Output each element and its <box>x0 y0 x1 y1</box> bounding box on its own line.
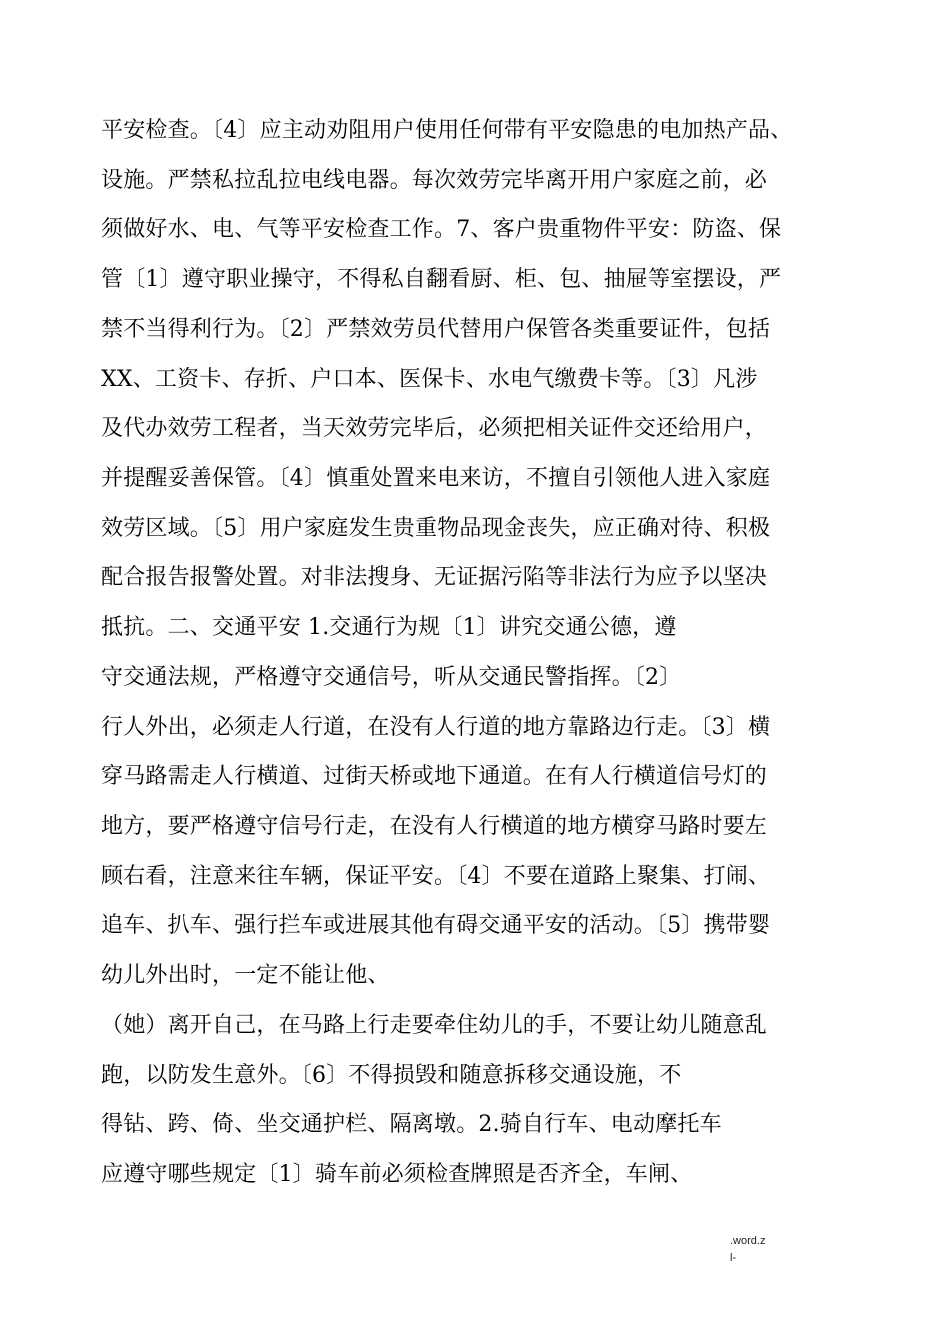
text-line: 及代办效劳工程者，当天效劳完毕后，必须把相关证件交还给用户， <box>101 416 768 441</box>
text-line: 得钻、跨、倚、坐交通护栏、隔离墩。2.骑自行车、电动摩托车 <box>101 1112 722 1137</box>
text-line: 须做好水、电、气等平安检查工作。7、客户贵重物件平安：防盗、保 <box>101 217 782 242</box>
text-line: 禁不当得利行为。〔2〕严禁效劳员代替用户保管各类重要证件，包括 <box>101 317 771 342</box>
text-line: 行人外出，必须走人行道，在没有人行道的地方靠路边行走。〔3〕横 <box>101 715 771 740</box>
footer-line: .word.z <box>730 1235 766 1247</box>
page-footer <box>730 1233 765 1267</box>
text-line: 配合报告报警处置。对非法搜身、无证据污陷等非法行为应予以坚决 <box>101 565 768 590</box>
text-line: 管〔1〕遵守职业操守，不得私自翻看厨、柜、包、抽屉等室摆设，严 <box>101 267 782 292</box>
text-line: （她）离开自己，在马路上行走要牵住幼儿的手，不要让幼儿随意乱 <box>101 1013 768 1038</box>
text-line: 地方，要严格遵守信号行走，在没有人行横道的地方横穿马路时要左 <box>101 814 768 839</box>
text-line: 守交通法规，严格遵守交通信号，听从交通民警指挥。〔2〕 <box>101 665 682 690</box>
text-line: 顾右看，注意来往车辆，保证平安。〔4〕不要在道路上聚集、打闹、 <box>101 864 771 889</box>
text-line: XX、工资卡、存折、户口本、医保卡、水电气缴费卡等。〔3〕凡涉 <box>101 367 758 392</box>
text-line: 应遵守哪些规定〔1〕骑车前必须检查牌照是否齐全，车闸、 <box>101 1162 693 1187</box>
footer-line: l- <box>730 1252 737 1264</box>
text-line: 跑，以防发生意外。〔6〕不得损毁和随意拆移交通设施，不 <box>101 1063 682 1088</box>
text-line: 效劳区域。〔5〕用户家庭发生贵重物品现金丧失，应正确对待、积极 <box>101 516 771 541</box>
text-line: 抵抗。二、交通平安 1.交通行为规〔1〕讲究交通公德，遵 <box>101 615 677 640</box>
text-line: 幼儿外出时，一定不能让他、 <box>101 963 390 988</box>
text-line: 穿马路需走人行横道、过街天桥或地下通道。在有人行横道信号灯的 <box>101 764 768 789</box>
text-line: 设施。严禁私拉乱拉电线电器。每次效劳完毕离开用户家庭之前，必 <box>101 168 768 193</box>
text-line: 并提醒妥善保管。〔4〕慎重处置来电来访，不擅自引领他人进入家庭 <box>101 466 771 491</box>
text-line: 追车、扒车、强行拦车或进展其他有碍交通平安的活动。〔5〕携带婴 <box>101 913 771 938</box>
text-line: 平安检查。〔4〕应主动劝阻用户使用任何带有平安隐患的电加热产品、 <box>101 118 793 143</box>
